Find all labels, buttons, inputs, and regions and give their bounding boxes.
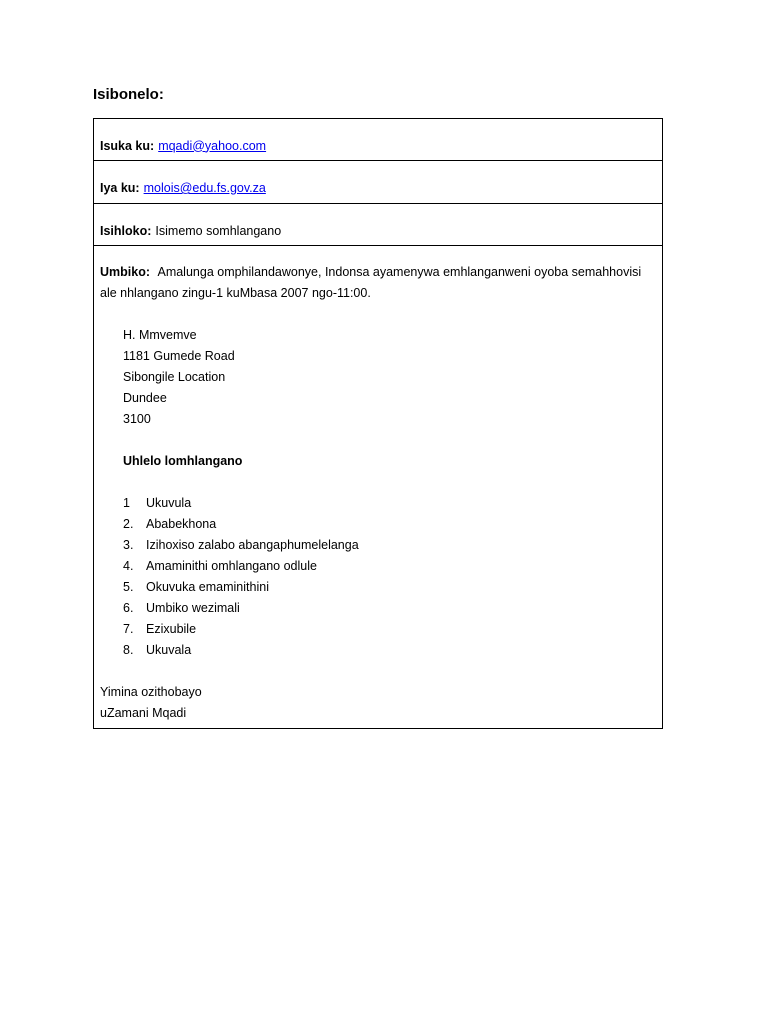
address-line: 3100 [123,412,151,426]
agenda-item-text: Okuvuka emaminithini [146,580,269,594]
agenda-item [123,619,656,640]
from-email-link[interactable]: mqadi@yahoo.com [158,138,267,153]
agenda-item-number: 4. [123,559,134,573]
agenda-item-number: 6. [123,601,134,615]
agenda-item [123,493,656,514]
agenda-item [123,598,656,619]
signature-name: uZamani Mqadi [100,706,187,720]
agenda-item-text: Umbiko wezimali [146,601,240,615]
agenda-item-number: 3. [123,538,134,552]
agenda-title: Uhlelo lomhlangano [123,454,243,468]
from-row [94,119,662,161]
agenda-item-number: 2. [123,517,134,531]
agenda-item [123,556,656,577]
agenda-item-number: 8. [123,643,134,657]
body-intro-paragraph [100,262,656,304]
agenda-item [123,640,656,661]
to-label: Iya ku: [100,181,140,195]
closing-text: Yimina ozithobayo [100,685,202,699]
agenda-item-number: 7. [123,622,134,636]
signoff-block [100,682,656,724]
address-block [100,325,656,430]
agenda-item-text: Ukuvula [146,496,192,510]
address-line: Sibongile Location [123,370,226,384]
message-body [94,246,662,728]
agenda-item [123,514,656,535]
from-label: Isuka ku: [100,138,155,153]
agenda-item-text: Ukuvala [146,643,192,657]
subject-label: Isihloko: [100,223,152,238]
address-line: H. Mmvemve [123,328,197,342]
agenda-item-number: 1 [123,496,130,510]
body-label: Umbiko: [100,265,154,279]
agenda-item-number: 5. [123,580,134,594]
address-line: Dundee [123,391,167,405]
body-intro-text: Amalunga omphilandawonye, Indonsa ayamenywa emhlanganweni oyoba semahhovisi ale nhlangano zingu-1 kuMbasa 2007 ngo-11:00. [100,265,642,300]
agenda-item [123,577,656,598]
to-email-link[interactable]: molois@edu.fs.gov.za [143,181,266,195]
agenda-item [123,535,656,556]
to-row [94,161,662,204]
subject-row [94,204,662,246]
agenda-item-text: Ezixubile [146,622,197,636]
agenda-item-text: Izihoxiso zalabo abangaphumelelanga [146,538,359,552]
subject-value: Isimemo somhlangano [155,223,282,238]
agenda-item-text: Amaminithi omhlangano odlule [146,559,317,573]
agenda-item-text: Ababekhona [146,517,217,531]
agenda-list [100,493,656,661]
email-example-box [93,118,663,729]
page-heading: Isibonelo: [93,86,164,103]
address-line: 1181 Gumede Road [123,349,235,363]
